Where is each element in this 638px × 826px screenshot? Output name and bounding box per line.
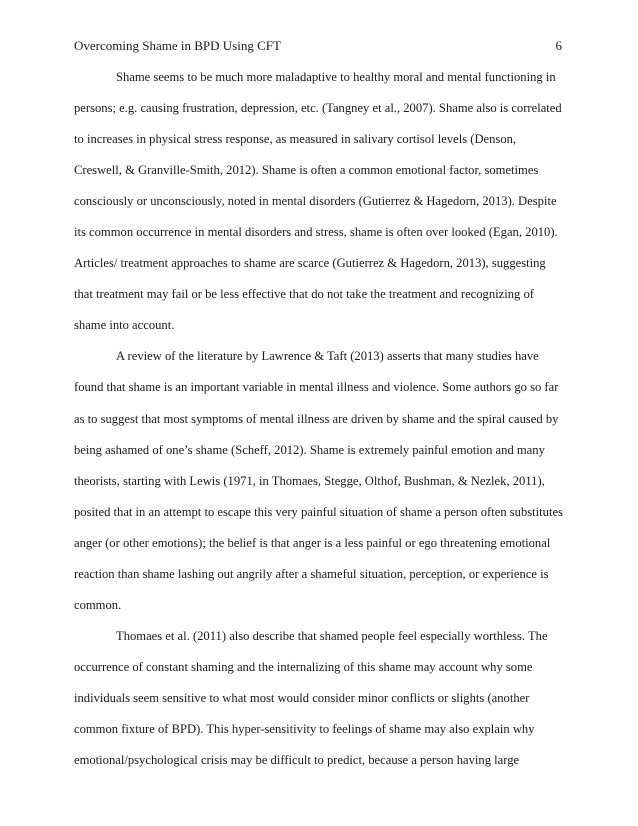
paragraph-2-line-6: posited that in an attempt to escape this very painful situation of shame a person often substitutes <box>74 505 563 519</box>
paragraph-3-line-4: common fixture of BPD). This hyper-sensitivity to feelings of shame may also explain why <box>74 722 535 736</box>
paragraph-3-line-2: occurrence of constant shaming and the internalizing of this shame may account why some <box>74 660 533 674</box>
paragraph-1-line-5: consciously or unconsciously, noted in mental disorders (Gutierrez & Hagedorn, 2013). Despite <box>74 194 557 208</box>
paragraph-2-line-2: found that shame is an important variable in mental illness and violence. Some authors go so far <box>74 380 559 394</box>
paragraph-1-line-9: shame into account. <box>74 318 175 332</box>
paragraph-1-line-2: persons; e.g. causing frustration, depression, etc. (Tangney et al., 2007). Shame also is correlated <box>74 101 562 115</box>
paragraph-1-line-6: its common occurrence in mental disorders and stress, shame is often over looked (Egan, 2010). <box>74 225 558 239</box>
paragraph-1-line-8: that treatment may fail or be less effective that do not take the treatment and recognizing of <box>74 287 534 301</box>
running-head: Overcoming Shame in BPD Using CFT <box>74 38 281 53</box>
paragraph-2-line-1: A review of the literature by Lawrence & Taft (2013) asserts that many studies have <box>116 349 539 363</box>
paragraph-3-line-5: emotional/psychological crisis may be difficult to predict, because a person having large <box>74 753 520 767</box>
paragraph-2-line-7: anger (or other emotions); the belief is that anger is a less painful or ego threatening emotional <box>74 536 551 550</box>
paragraph-2-line-8: reaction than shame lashing out angrily after a shameful situation, perception, or experience is <box>74 567 549 581</box>
paragraph-2-line-9: common. <box>74 598 122 612</box>
paragraph-3-line-1: Thomaes et al. (2011) also describe that shamed people feel especially worthless. The <box>116 629 548 643</box>
paragraph-1-line-3: to increases in physical stress response, as measured in salivary cortisol levels (Denson, <box>74 132 517 146</box>
paragraph-1-line-7: Articles/ treatment approaches to shame are scarce (Gutierrez & Hagedorn, 2013), suggesting <box>74 256 546 270</box>
paragraph-1-line-4: Creswell, & Granville-Smith, 2012). Shame is often a common emotional factor, sometimes <box>74 163 539 177</box>
paragraph-2-line-5: theorists, starting with Lewis (1971, in Thomaes, Stegge, Olthof, Bushman, & Nezlek, 2011), <box>74 474 545 488</box>
paragraph-2-line-3: as to suggest that most symptoms of mental illness are driven by shame and the spiral caused by <box>74 412 559 426</box>
page-header <box>74 37 562 55</box>
paragraph-2-line-4: being ashamed of one’s shame (Scheff, 2012). Shame is extremely painful emotion and many <box>74 443 545 457</box>
page-number: 6 <box>555 38 562 53</box>
paragraph-1-line-1: Shame seems to be much more maladaptive to healthy moral and mental functioning in <box>116 70 556 84</box>
paragraph-3-line-3: individuals seem sensitive to what most would consider minor conflicts or slights (another <box>74 691 530 705</box>
